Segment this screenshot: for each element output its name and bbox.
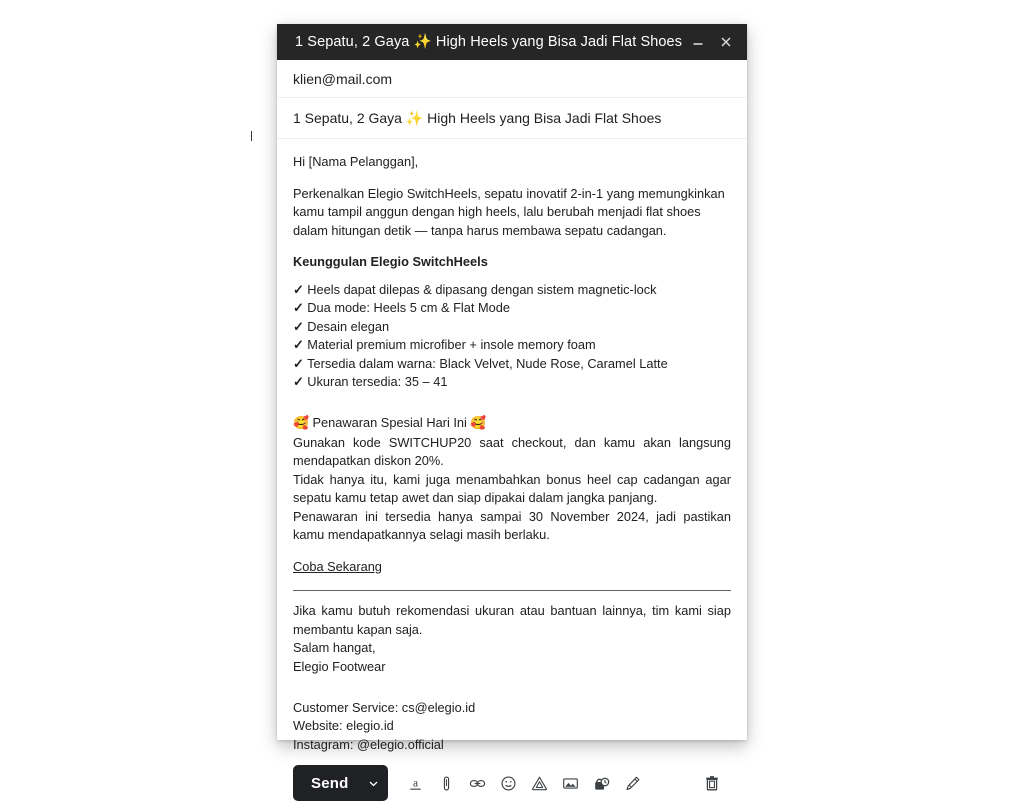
feature-item [293, 318, 731, 337]
subject-value: 1 Sepatu, 2 Gaya ✨ High Heels yang Bisa Jadi Flat Shoes [293, 110, 662, 126]
check-icon: ✓ [293, 318, 304, 334]
feature-label: Dua mode: Heels 5 cm & Flat Mode [307, 300, 510, 316]
send-button-label: Send [311, 774, 349, 792]
close-icon[interactable] [713, 29, 739, 55]
toolbar-icon-group [404, 770, 644, 796]
send-options-chevron-down-icon[interactable] [364, 778, 382, 789]
feature-item [293, 336, 731, 355]
contact-line: Instagram: @elegio.official [293, 736, 444, 752]
smiling-face-hearts-icon: 🥰 [470, 416, 487, 432]
recipient-value: klien@mail.com [293, 71, 393, 87]
subject-field[interactable] [277, 98, 747, 139]
compose-title-bar [277, 24, 747, 60]
feature-label: Material premium microfiber + insole memory foam [307, 337, 596, 353]
cta-link-row [293, 558, 731, 577]
greeting-text: Hi [Nama Pelanggan], [293, 154, 419, 169]
insert-drive-file-icon[interactable] [528, 770, 551, 796]
send-button[interactable] [293, 765, 388, 801]
svg-text:a: a [413, 777, 419, 790]
check-icon: ✓ [293, 281, 304, 297]
offer-heading-label: Penawaran Spesial Hari Ini [312, 415, 467, 431]
confidential-mode-icon[interactable] [590, 770, 613, 796]
insert-photo-icon[interactable] [559, 770, 582, 796]
feature-item [293, 281, 731, 300]
check-icon: ✓ [293, 355, 304, 371]
feature-label: Ukuran tersedia: 35 – 41 [307, 374, 448, 390]
check-icon: ✓ [293, 337, 304, 353]
insert-emoji-icon[interactable] [497, 770, 520, 796]
divider [293, 590, 731, 591]
formatting-options-icon[interactable] [404, 770, 427, 796]
text-caret-mark [251, 131, 252, 141]
feature-label: Heels dapat dilepas & dipasang dengan sistem magnetic-lock [307, 281, 657, 297]
attach-file-icon[interactable] [435, 770, 458, 796]
closing-paragraph: Jika kamu butuh rekomendasi ukuran atau bantuan lainnya, tim kami siap membantu kapan saja. [293, 603, 731, 637]
compose-toolbar [277, 754, 747, 812]
feature-label: Desain elegan [307, 318, 390, 334]
feature-item [293, 355, 731, 374]
smiling-face-hearts-icon: 🥰 [293, 416, 309, 432]
compose-window [277, 24, 747, 792]
contact-line: Customer Service: cs@elegio.id [293, 699, 476, 715]
insert-signature-icon[interactable] [621, 770, 644, 796]
cta-link[interactable]: Coba Sekarang [293, 558, 382, 574]
minimize-icon[interactable] [685, 29, 711, 55]
check-icon: ✓ [293, 374, 304, 390]
offer-heading [293, 414, 731, 434]
feature-item [293, 299, 731, 318]
feature-item [293, 373, 731, 392]
feature-label: Tersedia dalam warna: Black Velvet, Nude Rose, Caramel Latte [307, 355, 668, 371]
offer-paragraph: Tidak hanya itu, kami juga menambahkan bonus heel cap cadangan agar sepatu kamu tetap awet dan siap dipakai dalam jangka panjang. [293, 471, 731, 506]
features-heading: Keunggulan Elegio SwitchHeels [293, 254, 488, 270]
insert-link-icon[interactable] [466, 770, 489, 796]
discard-draft-trash-icon[interactable] [699, 770, 725, 796]
offer-paragraph: Gunakan kode SWITCHUP20 saat checkout, dan kamu akan langsung mendapatkan diskon 20%. [293, 434, 731, 469]
check-icon: ✓ [293, 300, 304, 316]
message-body[interactable] [277, 139, 747, 754]
recipient-field[interactable] [277, 60, 747, 98]
compose-window-title: 1 Sepatu, 2 Gaya ✨ High Heels yang Bisa Jadi Flat Shoes [295, 33, 683, 50]
window-controls [685, 29, 739, 55]
intro-paragraph: Perkenalkan Elegio SwitchHeels, sepatu inovatif 2-in-1 yang memungkinkan kamu tampil anggun dengan high heels, lalu berubah menjadi flat shoes dalam hitungan detik — tanpa harus membawa sepatu cadangan. [293, 185, 725, 238]
sign-name-text: Elegio Footwear [293, 659, 386, 675]
offer-paragraph: Penawaran ini tersedia hanya sampai 30 November 2024, jadi pastikan kamu mendapatkannya selagi masih berlaku. [293, 508, 731, 543]
contact-line: Website: elegio.id [293, 718, 394, 734]
sign-off-text: Salam hangat, [293, 640, 376, 656]
